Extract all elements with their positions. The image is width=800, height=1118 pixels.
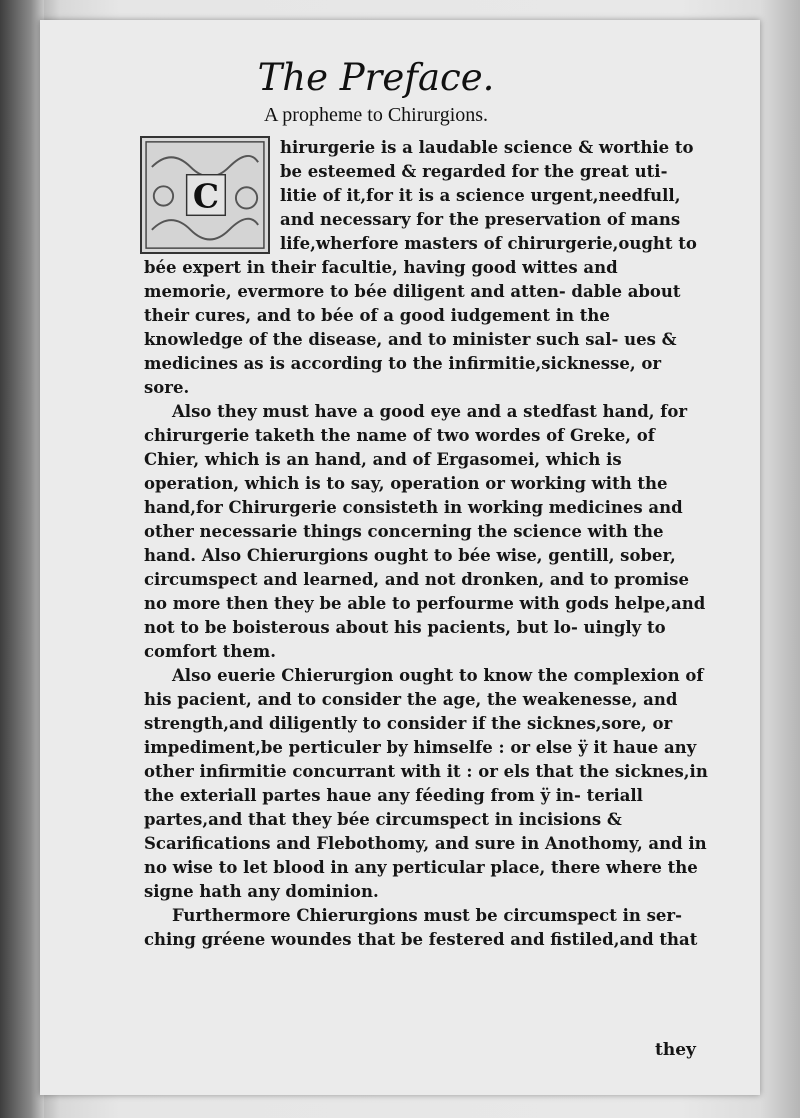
binding-shadow xyxy=(0,0,44,1118)
body-text xyxy=(144,136,710,952)
page-subtitle: A propheme to Chirurgions. xyxy=(263,104,489,126)
paragraph-3: Also euerie Chierurgion ought to know the complexion of his pacient, and to consider the age, the weakenesse, and strength,and diligently to consider if the sicknes,sore, or impediment,be perticuler by himselfe : or else ÿ it haue any other infirmitie concurrant with it : or els that the sicknes,in the exteriall partes haue any féeding from ÿ in- teriall partes,and that they bée circumspect in incisions & Scarifications and Flebothomy, and sure in Anothomy, and in no wise to let blood in any perticular place, there where the signe hath any dominion. xyxy=(144,666,708,901)
initial-letter: C xyxy=(192,176,220,216)
catchword: they xyxy=(655,1040,696,1060)
running-head: The Preface. xyxy=(257,56,495,99)
paragraph-2: Also they must have a good eye and a stedfast hand, for chirurgerie taketh the name of two wordes of Greke, of Chier, which is an hand, and of Ergasomei, which is operation, which is to say, operation or working with the hand,for Chirurgerie consisteth in working medicines and other necessarie things concerning the science with the hand. Also Chierurgions ought to bée wise, gentill, sober, circumspect and learned, and not dronken, and to promise no more then they be able to perfourme with gods helpe,and not to be boisterous about his pacients, but lo- uingly to comfort them. xyxy=(144,402,706,661)
paragraph-1: hirurgerie is a laudable science & worthie to be esteemed & regarded for the great uti- litie of it,for it is a science urgent,needfull, and necessary for the preservation of mans life,wherfore masters of chirurgerie,ought to bée expert in their facultie, having good wittes and memorie, evermore to bée diligent and atten- dable about their cures, and to bée of a good iudgement in the knowledge of the disease, and to minister such sal- ues & medicines as is according to the infirmitie,sicknesse, or sore. xyxy=(144,138,697,397)
paragraph-4: Furthermore Chierurgions must be circumspect in ser- ching gréene woundes that be festered and fistiled,and that xyxy=(144,906,698,949)
